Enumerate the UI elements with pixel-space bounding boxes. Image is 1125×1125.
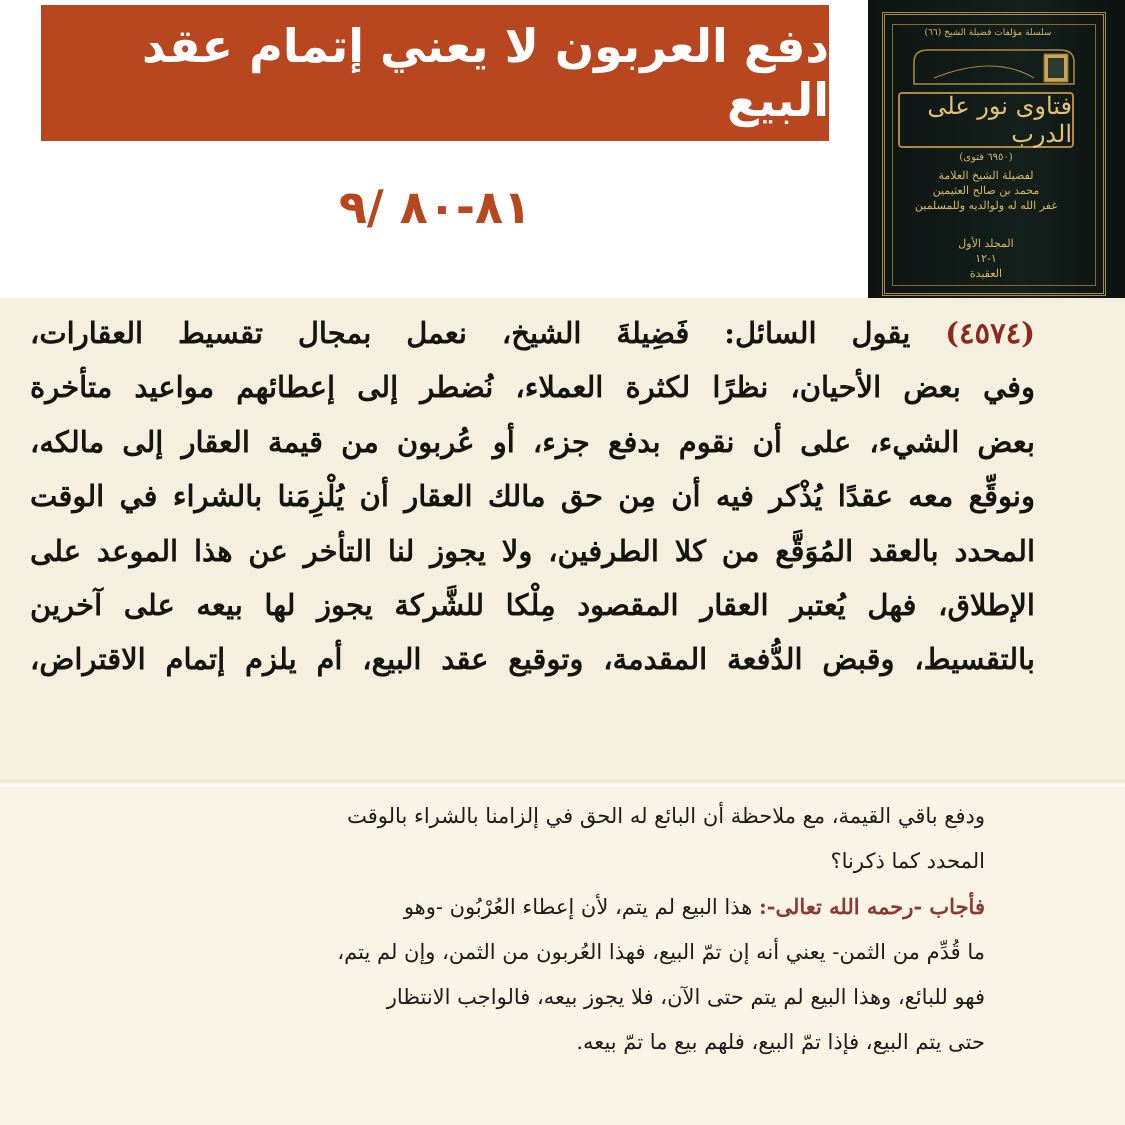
- answer-line: ما قُدِّم من الثمن- يعني أنه إن تمّ البيع، فهذا العُربون من الثمن، وإن لم يتم،: [337, 940, 985, 964]
- question-continuation-line: ودفع باقي القيمة، مع ملاحظة أن البائع له الحق في إلزامنا بالشراء بالوقت: [347, 804, 985, 828]
- book-author-line: غفر الله له ولوالديه وللمسلمين: [914, 199, 1058, 212]
- answer-first-line: [135, 884, 985, 930]
- answer-line: فهو للبائع، وهذا البيع لم يتم حتى الآن، فلا يجوز بيعه، فالواجب الانتظار: [386, 985, 985, 1009]
- answer-line: حتى يتم البيع، فإذا تمّ البيع، فلهم بيع ما تمّ بيعه.: [576, 1030, 985, 1054]
- question-first-line: [30, 306, 1035, 360]
- answer-label: فأجاب -رحمه الله تعالى-:: [759, 894, 985, 919]
- book-author-block: [898, 168, 1074, 213]
- question-continuation-line: المحدد كما ذكرنا؟: [830, 849, 985, 873]
- continuation-and-answer-text: [135, 794, 985, 1065]
- question-label: يقول السائل:: [724, 316, 911, 350]
- book-emblem-icon: [894, 44, 1094, 88]
- question-text: [30, 306, 1035, 687]
- question-line: الإطلاق، فهل يُعتبر العقار المقصود مِلْكا للشَّركة يجوز لها بيعه على آخرين: [30, 588, 1035, 623]
- header-area: [0, 0, 1125, 298]
- book-fatwa-count: (٦٩٥٠ فتوى): [959, 152, 1013, 163]
- volume-page-reference: ٨١-٨٠ /٩: [338, 180, 532, 234]
- book-author-name: محمد بن صالح العثيمين: [932, 184, 1040, 197]
- question-line: بعض الشيء، على أن نقوم بدفع جزء، أو عُربون من قيمة العقار إلى مالكه،: [30, 424, 1035, 459]
- book-title: فتاوى نور على الدرب: [898, 92, 1074, 148]
- book-volume-range: ١-١٢: [975, 252, 997, 265]
- book-series-label: سلسلة مؤلفات فضيلة الشيخ (٦٦): [924, 28, 1052, 38]
- page-lower-section: [0, 786, 1125, 1125]
- scanned-page: [0, 298, 1125, 1125]
- title-banner: [41, 5, 829, 141]
- book-volume-subject: العقيدة: [969, 267, 1003, 280]
- question-number: (٤٥٧٤): [945, 316, 1035, 350]
- question-line: فَضِيلةَ الشيخ، نعمل بمجال تقسيط العقارات،: [30, 316, 690, 350]
- book-volume-label: المجلد الأول: [958, 237, 1014, 250]
- book-cover-image: [868, 0, 1125, 298]
- answer-line: هذا البيع لم يتم، لأن إعطاء العُرْبُون -وهو: [403, 895, 753, 919]
- question-line: المحدد بالعقد المُوَقَّع من كلا الطرفين، ولا يجوز لنا التأخر عن هذا الموعد على: [30, 533, 1035, 568]
- page-upper-section: [0, 298, 1125, 780]
- question-line: وفي بعض الأحيان، نظرًا لكثرة العملاء، نُضطر إلى إعطائهم مواعيد متأخرة: [30, 370, 1035, 405]
- book-volume-block: [898, 236, 1074, 281]
- page-title: دفع العربون لا يعني إتمام عقد البيع: [142, 19, 829, 127]
- book-author-line: لفضيلة الشيخ العلامة: [938, 169, 1034, 182]
- question-line: بالتقسيط، وقبض الدُّفعة المقدمة، وتوقيع عقد البيع، أم يلزم إتمام الاقتراض،: [30, 642, 1035, 677]
- question-line: ونوقِّع معه عقدًا يُذْكر فيه أن مِن حق مالك العقار أن يُلْزِمَنا بالشراء في الوقت: [30, 479, 1035, 514]
